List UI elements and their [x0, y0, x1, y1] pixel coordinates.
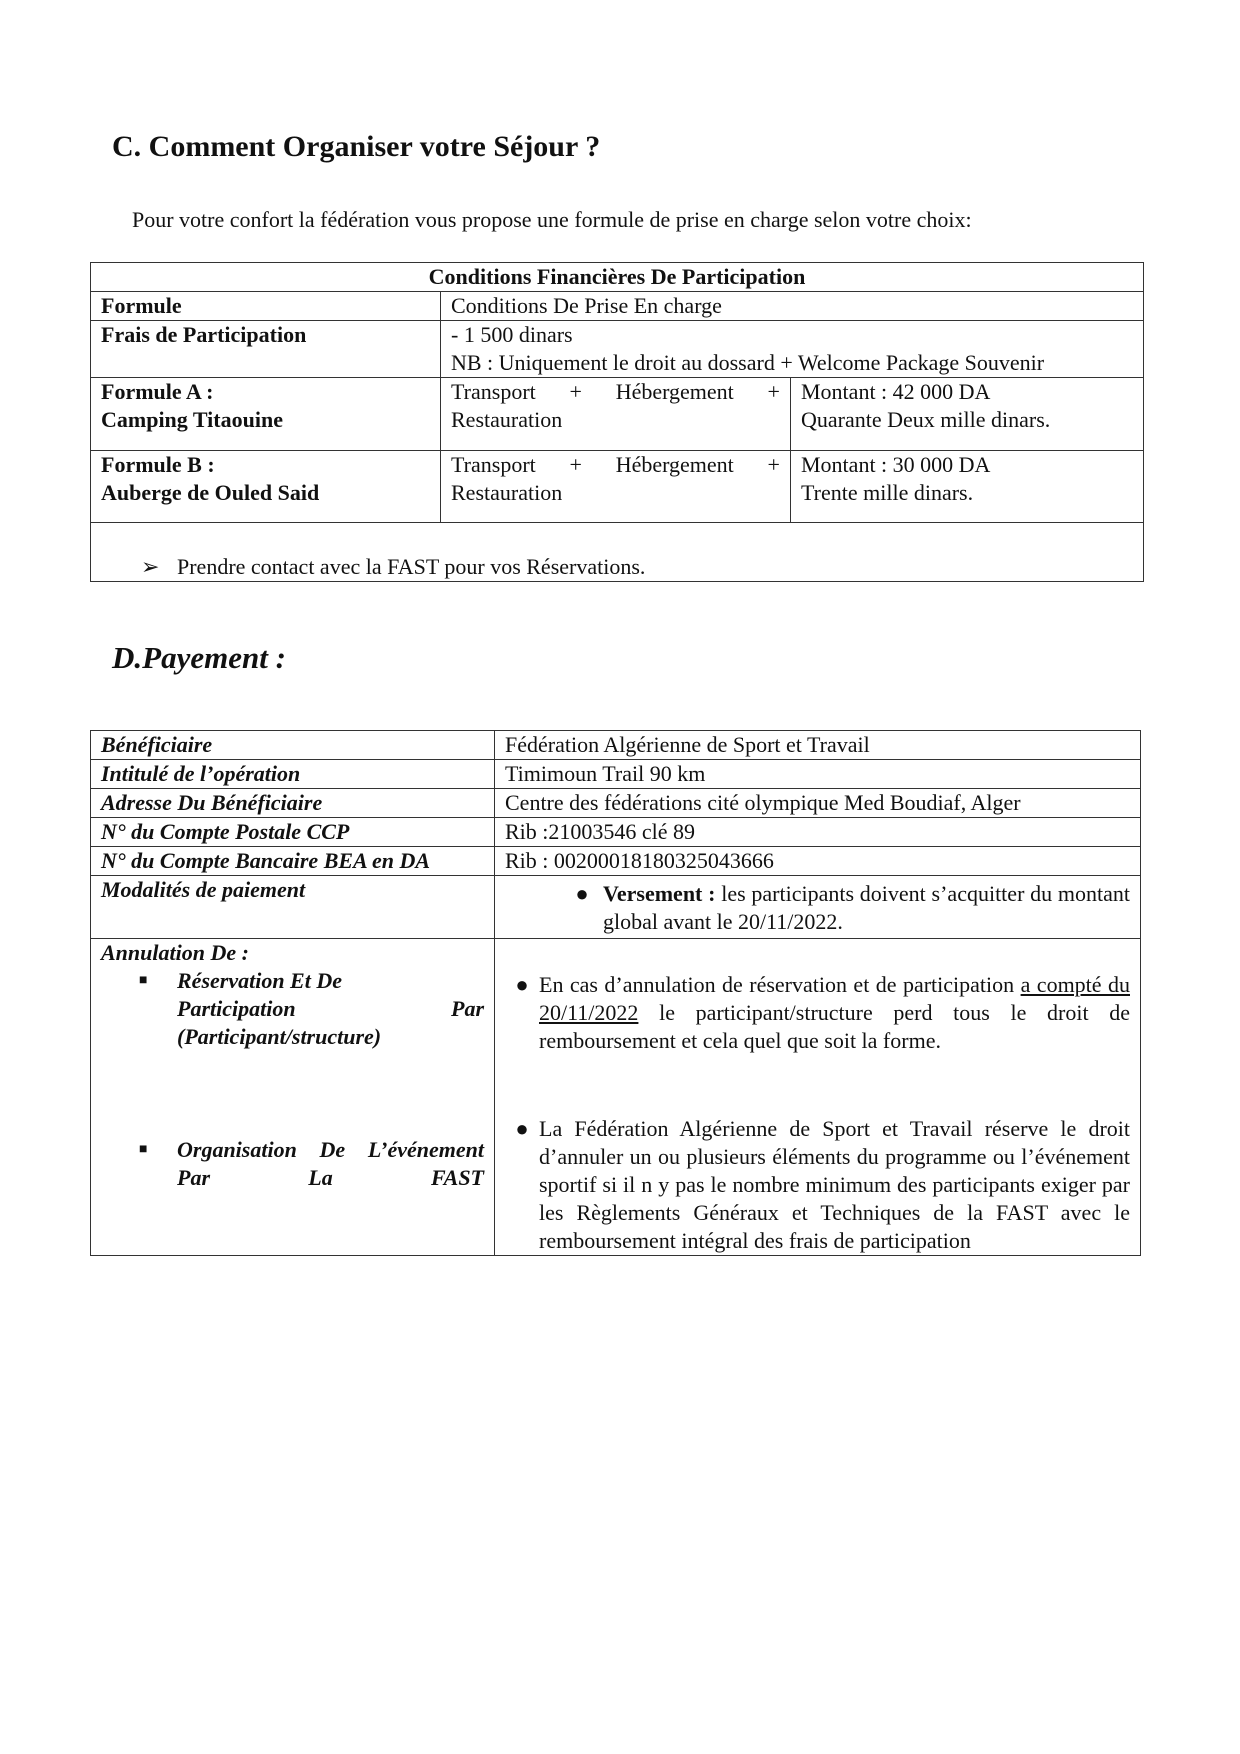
versement-label: Versement : [603, 881, 716, 906]
intitule-value: Timimoun Trail 90 km [495, 760, 1141, 789]
formule-b-restauration: Restauration [451, 480, 563, 505]
formule-a-transport: Transport [451, 379, 536, 404]
table-row [91, 818, 1141, 847]
ccp-label: N° du Compte Postale CCP [91, 818, 495, 847]
annulation-cell [91, 939, 495, 1256]
item1-line1-text: Réservation Et De [177, 968, 342, 993]
payment-table [90, 730, 1141, 1256]
formule-value: Conditions De Prise En charge [441, 292, 1144, 321]
frais-label: Frais de Participation [91, 321, 441, 378]
bea-label: N° du Compte Bancaire BEA en DA [91, 847, 495, 876]
plus-sign: + [569, 452, 582, 477]
item2-text: Organisation De L’événement Par La FAST [177, 1137, 484, 1190]
reservation-note-text: Prendre contact avec la FAST pour vos Réservations. [177, 554, 646, 579]
modalites-value [495, 876, 1141, 939]
item1-line2: Participation Par [177, 996, 484, 1021]
formule-a-amount-words: Quarante Deux mille dinars. [801, 407, 1051, 432]
section-d-title: D.Payement : [112, 640, 286, 675]
clause-1 [505, 971, 1130, 1055]
table-row [91, 292, 1144, 321]
formule-b-name: Formule B : [101, 452, 215, 477]
plus-sign: + [569, 379, 582, 404]
clause-1-date: a compté du 20/11/2022 [539, 972, 1130, 1025]
formule-label: Formule [91, 292, 441, 321]
item1-line1 [177, 967, 484, 995]
clause-1-pre: En cas d’annulation de réservation et de participation [539, 972, 1021, 997]
clause-2-text: La Fédération Algérienne de Sport et Travail réserve le droit d’annuler un ou plusieurs éléments du programme ou l’événement sportif si il n y pas le nombre minimum des participants exiger par les Règlements Généraux et Techniques de la FAST avec le remboursement intégral des frais de participation [539, 1116, 1130, 1253]
reservation-note [91, 523, 1144, 582]
formule-a-amount-cell [791, 378, 1144, 451]
table-row [91, 451, 1144, 523]
table-row [91, 263, 1144, 292]
table-row [91, 523, 1144, 582]
formule-b-place: Auberge de Ouled Said [101, 480, 320, 505]
adresse-value: Centre des fédérations cité olympique Med Boudiaf, Alger [495, 789, 1141, 818]
frais-amount: - 1 500 dinars [451, 322, 573, 347]
formule-a-place: Camping Titaouine [101, 407, 283, 432]
section-c-intro: Pour votre confort la fédération vous propose une formule de prise en charge selon votre choix: [132, 207, 972, 232]
table-row [91, 760, 1141, 789]
annulation-item-reservation [101, 967, 484, 1051]
formule-a-conditions [441, 378, 791, 451]
bullet-icon: ● [515, 972, 529, 997]
formule-b-amount-cell [791, 451, 1144, 523]
bea-value: Rib : 00200018180325043666 [495, 847, 1141, 876]
formule-b-amount-words: Trente mille dinars. [801, 480, 974, 505]
plus-sign: + [767, 452, 780, 477]
formule-b-amount: Montant : 30 000 DA [801, 452, 991, 477]
beneficiaire-value: Fédération Algérienne de Sport et Travail [495, 731, 1141, 760]
versement-detail: les participants doivent s’acquitter du montant global avant le 20/11/2022. [603, 881, 1131, 934]
table-row [91, 876, 1141, 939]
table-row [91, 939, 1141, 1256]
square-bullet-icon: ■ [139, 1142, 148, 1157]
annulation-item-organisation [101, 1136, 484, 1192]
versement-text [603, 880, 1130, 936]
frais-note: NB : Uniquement le droit au dossard + Welcome Package Souvenir [451, 350, 1045, 375]
formule-a-name: Formule A : [101, 379, 214, 404]
annulation-clauses [495, 939, 1141, 1256]
item1-line3: (Participant/structure) [177, 1024, 382, 1049]
table-row [91, 847, 1141, 876]
section-c-title: C. Comment Organiser votre Séjour ? [112, 130, 601, 163]
clause-2 [505, 1115, 1130, 1255]
formule-a-amount: Montant : 42 000 DA [801, 379, 991, 404]
formule-b-transport: Transport [451, 452, 536, 477]
formule-a-restauration: Restauration [451, 407, 563, 432]
bullet-icon: ● [515, 1116, 529, 1141]
formule-a-hebergement: Hébergement [615, 379, 734, 404]
arrow-bullet-icon: ➢ [141, 554, 160, 579]
formule-b-hebergement: Hébergement [615, 452, 734, 477]
formule-a-cell [91, 378, 441, 451]
adresse-label: Adresse Du Bénéficiaire [91, 789, 495, 818]
formule-b-conditions [441, 451, 791, 523]
beneficiaire-label: Bénéficiaire [91, 731, 495, 760]
clause-1-post: le participant/structure perd tous le droit de remboursement et cela quel que soit la forme. [539, 1000, 1130, 1053]
table-row [91, 789, 1141, 818]
table-header: Conditions Financières De Participation [91, 263, 1144, 292]
square-bullet-icon: ■ [139, 973, 148, 988]
intitule-label: Intitulé de l’opération [91, 760, 495, 789]
formule-b-cell [91, 451, 441, 523]
annulation-label: Annulation De : [101, 940, 249, 965]
plus-sign: + [767, 379, 780, 404]
table-row [91, 731, 1141, 760]
frais-value [441, 321, 1144, 378]
modalites-label: Modalités de paiement [91, 876, 495, 939]
ccp-value: Rib :21003546 clé 89 [495, 818, 1141, 847]
financial-conditions-table [90, 262, 1144, 582]
table-row [91, 321, 1144, 378]
table-row [91, 378, 1144, 451]
bullet-icon: ● [575, 881, 589, 906]
